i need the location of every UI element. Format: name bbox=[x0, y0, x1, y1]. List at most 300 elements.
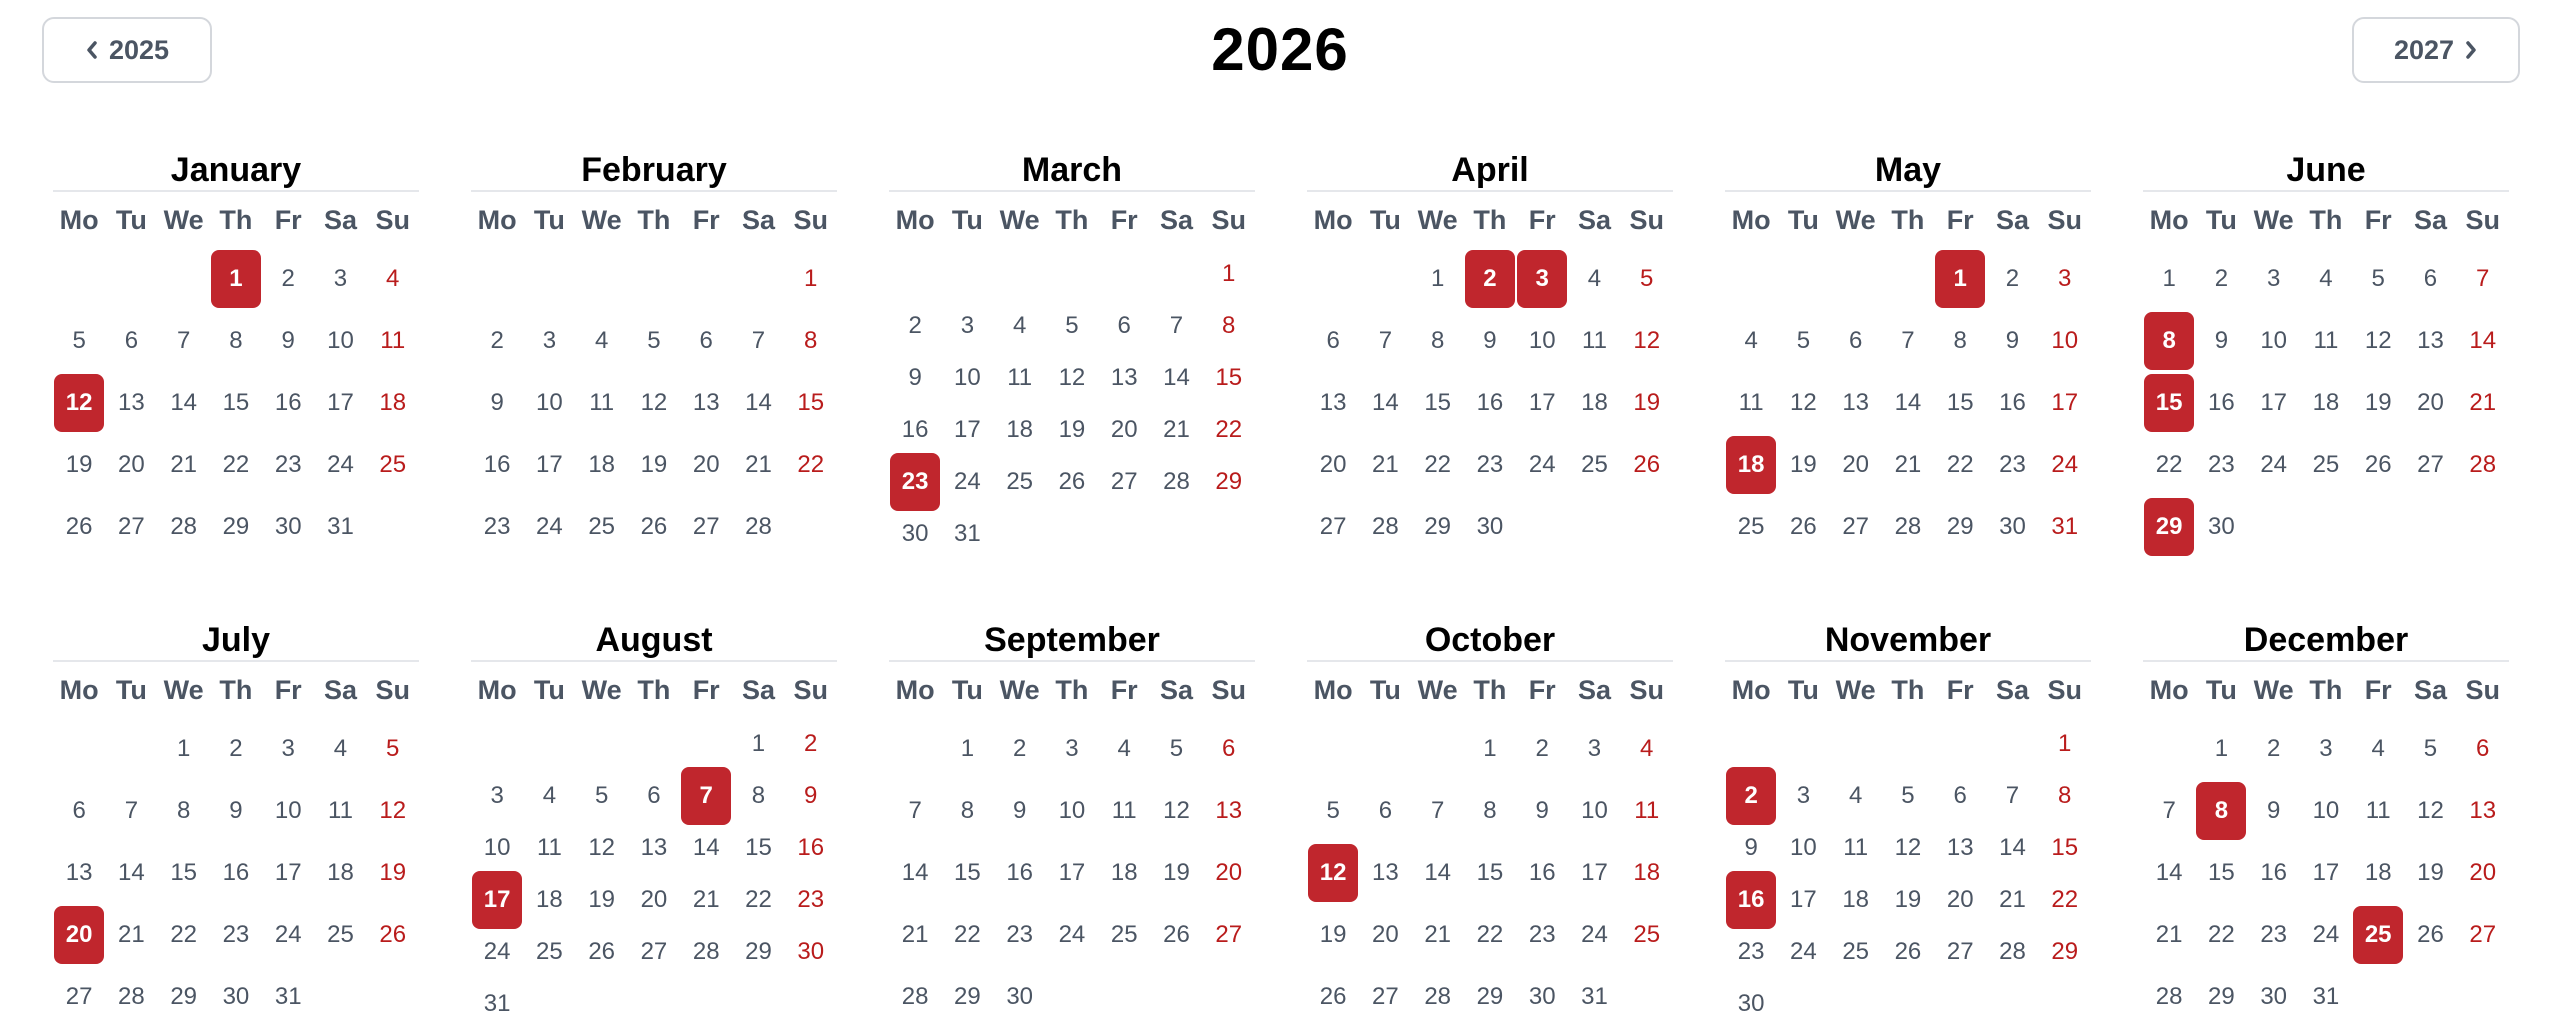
day-cell[interactable] bbox=[785, 874, 837, 926]
day-cell[interactable] bbox=[2195, 372, 2247, 434]
day-cell[interactable] bbox=[2143, 780, 2195, 842]
day-cell[interactable] bbox=[262, 496, 314, 558]
day-cell[interactable] bbox=[1830, 434, 1882, 496]
day-cell[interactable] bbox=[2457, 842, 2509, 904]
day-cell[interactable] bbox=[314, 718, 366, 780]
day-cell[interactable] bbox=[732, 822, 784, 874]
day-cell[interactable] bbox=[628, 434, 680, 496]
day-cell[interactable] bbox=[53, 434, 105, 496]
day-cell[interactable] bbox=[576, 310, 628, 372]
day-cell[interactable] bbox=[1725, 496, 1777, 558]
day-cell[interactable] bbox=[1568, 718, 1620, 780]
day-cell[interactable] bbox=[2404, 780, 2456, 842]
day-cell[interactable] bbox=[889, 966, 941, 1013]
day-cell[interactable] bbox=[1098, 300, 1150, 352]
day-cell[interactable] bbox=[1203, 352, 1255, 404]
day-cell[interactable] bbox=[1203, 718, 1255, 780]
day-cell[interactable] bbox=[2248, 842, 2300, 904]
day-cell[interactable] bbox=[2143, 434, 2195, 496]
day-cell[interactable] bbox=[941, 456, 993, 508]
day-cell[interactable] bbox=[2248, 718, 2300, 780]
day-cell[interactable] bbox=[785, 248, 837, 310]
day-cell[interactable] bbox=[2300, 372, 2352, 434]
day-cell[interactable] bbox=[1464, 842, 1516, 904]
day-cell[interactable] bbox=[367, 718, 419, 780]
day-cell[interactable] bbox=[2248, 372, 2300, 434]
day-cell[interactable] bbox=[1046, 404, 1098, 456]
highlighted-day-cell[interactable] bbox=[1725, 874, 1777, 926]
day-cell[interactable] bbox=[158, 718, 210, 780]
day-cell[interactable] bbox=[628, 874, 680, 926]
day-cell[interactable] bbox=[2404, 842, 2456, 904]
day-cell[interactable] bbox=[1464, 966, 1516, 1013]
day-cell[interactable] bbox=[262, 966, 314, 1013]
day-cell[interactable] bbox=[471, 978, 523, 1013]
day-cell[interactable] bbox=[1882, 372, 1934, 434]
day-cell[interactable] bbox=[1464, 372, 1516, 434]
day-cell[interactable] bbox=[1934, 310, 1986, 372]
day-cell[interactable] bbox=[1464, 434, 1516, 496]
day-cell[interactable] bbox=[2457, 434, 2509, 496]
day-cell[interactable] bbox=[471, 372, 523, 434]
day-cell[interactable] bbox=[1777, 310, 1829, 372]
day-cell[interactable] bbox=[994, 404, 1046, 456]
day-cell[interactable] bbox=[158, 372, 210, 434]
day-cell[interactable] bbox=[53, 310, 105, 372]
day-cell[interactable] bbox=[1464, 718, 1516, 780]
day-cell[interactable] bbox=[1412, 248, 1464, 310]
day-cell[interactable] bbox=[1412, 966, 1464, 1013]
day-cell[interactable] bbox=[941, 508, 993, 560]
day-cell[interactable] bbox=[1359, 780, 1411, 842]
day-cell[interactable] bbox=[889, 352, 941, 404]
day-cell[interactable] bbox=[2457, 904, 2509, 966]
day-cell[interactable] bbox=[2143, 904, 2195, 966]
day-cell[interactable] bbox=[1046, 300, 1098, 352]
day-cell[interactable] bbox=[680, 822, 732, 874]
day-cell[interactable] bbox=[1986, 822, 2038, 874]
day-cell[interactable] bbox=[2039, 822, 2091, 874]
day-cell[interactable] bbox=[262, 248, 314, 310]
day-cell[interactable] bbox=[367, 434, 419, 496]
highlighted-day-cell[interactable] bbox=[1725, 434, 1777, 496]
day-cell[interactable] bbox=[210, 310, 262, 372]
day-cell[interactable] bbox=[576, 372, 628, 434]
day-cell[interactable] bbox=[1777, 926, 1829, 978]
day-cell[interactable] bbox=[314, 372, 366, 434]
day-cell[interactable] bbox=[2143, 842, 2195, 904]
day-cell[interactable] bbox=[158, 496, 210, 558]
day-cell[interactable] bbox=[53, 496, 105, 558]
day-cell[interactable] bbox=[2404, 718, 2456, 780]
day-cell[interactable] bbox=[1830, 770, 1882, 822]
day-cell[interactable] bbox=[1777, 770, 1829, 822]
day-cell[interactable] bbox=[2039, 248, 2091, 310]
day-cell[interactable] bbox=[628, 926, 680, 978]
day-cell[interactable] bbox=[1046, 352, 1098, 404]
day-cell[interactable] bbox=[680, 496, 732, 558]
day-cell[interactable] bbox=[1516, 966, 1568, 1013]
day-cell[interactable] bbox=[2352, 310, 2404, 372]
day-cell[interactable] bbox=[732, 310, 784, 372]
day-cell[interactable] bbox=[1203, 780, 1255, 842]
day-cell[interactable] bbox=[2195, 966, 2247, 1013]
day-cell[interactable] bbox=[994, 352, 1046, 404]
day-cell[interactable] bbox=[523, 770, 575, 822]
day-cell[interactable] bbox=[1150, 456, 1202, 508]
day-cell[interactable] bbox=[1568, 780, 1620, 842]
day-cell[interactable] bbox=[1516, 904, 1568, 966]
day-cell[interactable] bbox=[210, 434, 262, 496]
day-cell[interactable] bbox=[1986, 434, 2038, 496]
day-cell[interactable] bbox=[1046, 718, 1098, 780]
day-cell[interactable] bbox=[1830, 310, 1882, 372]
day-cell[interactable] bbox=[732, 770, 784, 822]
day-cell[interactable] bbox=[1359, 966, 1411, 1013]
day-cell[interactable] bbox=[210, 372, 262, 434]
day-cell[interactable] bbox=[2195, 434, 2247, 496]
day-cell[interactable] bbox=[2300, 434, 2352, 496]
day-cell[interactable] bbox=[680, 874, 732, 926]
highlighted-day-cell[interactable] bbox=[1725, 770, 1777, 822]
day-cell[interactable] bbox=[158, 780, 210, 842]
day-cell[interactable] bbox=[210, 718, 262, 780]
day-cell[interactable] bbox=[1307, 904, 1359, 966]
day-cell[interactable] bbox=[1882, 310, 1934, 372]
day-cell[interactable] bbox=[1203, 456, 1255, 508]
day-cell[interactable] bbox=[158, 310, 210, 372]
day-cell[interactable] bbox=[1359, 842, 1411, 904]
highlighted-day-cell[interactable] bbox=[1516, 248, 1568, 310]
day-cell[interactable] bbox=[732, 434, 784, 496]
day-cell[interactable] bbox=[1621, 904, 1673, 966]
day-cell[interactable] bbox=[1516, 718, 1568, 780]
day-cell[interactable] bbox=[1830, 372, 1882, 434]
day-cell[interactable] bbox=[628, 770, 680, 822]
day-cell[interactable] bbox=[1934, 770, 1986, 822]
day-cell[interactable] bbox=[2039, 496, 2091, 558]
day-cell[interactable] bbox=[1830, 926, 1882, 978]
day-cell[interactable] bbox=[994, 456, 1046, 508]
day-cell[interactable] bbox=[2404, 248, 2456, 310]
day-cell[interactable] bbox=[1412, 372, 1464, 434]
day-cell[interactable] bbox=[1203, 248, 1255, 300]
day-cell[interactable] bbox=[1150, 904, 1202, 966]
day-cell[interactable] bbox=[994, 966, 1046, 1013]
day-cell[interactable] bbox=[367, 842, 419, 904]
day-cell[interactable] bbox=[1621, 780, 1673, 842]
day-cell[interactable] bbox=[2195, 904, 2247, 966]
day-cell[interactable] bbox=[1307, 780, 1359, 842]
day-cell[interactable] bbox=[210, 496, 262, 558]
day-cell[interactable] bbox=[1307, 434, 1359, 496]
day-cell[interactable] bbox=[1621, 372, 1673, 434]
day-cell[interactable] bbox=[471, 434, 523, 496]
day-cell[interactable] bbox=[471, 926, 523, 978]
day-cell[interactable] bbox=[1516, 434, 1568, 496]
day-cell[interactable] bbox=[1359, 904, 1411, 966]
day-cell[interactable] bbox=[1307, 372, 1359, 434]
day-cell[interactable] bbox=[367, 904, 419, 966]
day-cell[interactable] bbox=[2404, 372, 2456, 434]
day-cell[interactable] bbox=[1830, 822, 1882, 874]
day-cell[interactable] bbox=[1098, 718, 1150, 780]
day-cell[interactable] bbox=[2039, 926, 2091, 978]
day-cell[interactable] bbox=[367, 310, 419, 372]
highlighted-day-cell[interactable] bbox=[471, 874, 523, 926]
day-cell[interactable] bbox=[1934, 434, 1986, 496]
day-cell[interactable] bbox=[1516, 780, 1568, 842]
day-cell[interactable] bbox=[889, 904, 941, 966]
day-cell[interactable] bbox=[523, 926, 575, 978]
day-cell[interactable] bbox=[576, 926, 628, 978]
day-cell[interactable] bbox=[1203, 842, 1255, 904]
day-cell[interactable] bbox=[576, 434, 628, 496]
day-cell[interactable] bbox=[1725, 926, 1777, 978]
highlighted-day-cell[interactable] bbox=[210, 248, 262, 310]
day-cell[interactable] bbox=[262, 372, 314, 434]
day-cell[interactable] bbox=[2457, 372, 2509, 434]
day-cell[interactable] bbox=[314, 496, 366, 558]
day-cell[interactable] bbox=[158, 434, 210, 496]
day-cell[interactable] bbox=[105, 496, 157, 558]
day-cell[interactable] bbox=[1882, 874, 1934, 926]
day-cell[interactable] bbox=[158, 966, 210, 1013]
day-cell[interactable] bbox=[1098, 842, 1150, 904]
day-cell[interactable] bbox=[1777, 372, 1829, 434]
day-cell[interactable] bbox=[2248, 310, 2300, 372]
day-cell[interactable] bbox=[2352, 780, 2404, 842]
day-cell[interactable] bbox=[1882, 822, 1934, 874]
day-cell[interactable] bbox=[628, 372, 680, 434]
day-cell[interactable] bbox=[1986, 372, 2038, 434]
day-cell[interactable] bbox=[941, 904, 993, 966]
day-cell[interactable] bbox=[1568, 966, 1620, 1013]
day-cell[interactable] bbox=[2352, 718, 2404, 780]
day-cell[interactable] bbox=[1359, 372, 1411, 434]
day-cell[interactable] bbox=[471, 822, 523, 874]
day-cell[interactable] bbox=[1986, 770, 2038, 822]
day-cell[interactable] bbox=[1568, 372, 1620, 434]
day-cell[interactable] bbox=[1830, 496, 1882, 558]
day-cell[interactable] bbox=[2039, 770, 2091, 822]
day-cell[interactable] bbox=[1621, 434, 1673, 496]
day-cell[interactable] bbox=[1777, 434, 1829, 496]
day-cell[interactable] bbox=[1777, 822, 1829, 874]
highlighted-day-cell[interactable] bbox=[680, 770, 732, 822]
day-cell[interactable] bbox=[2300, 718, 2352, 780]
day-cell[interactable] bbox=[2143, 248, 2195, 310]
day-cell[interactable] bbox=[889, 780, 941, 842]
day-cell[interactable] bbox=[628, 496, 680, 558]
day-cell[interactable] bbox=[1359, 310, 1411, 372]
day-cell[interactable] bbox=[471, 310, 523, 372]
day-cell[interactable] bbox=[2300, 904, 2352, 966]
day-cell[interactable] bbox=[2195, 496, 2247, 558]
day-cell[interactable] bbox=[2352, 842, 2404, 904]
day-cell[interactable] bbox=[210, 842, 262, 904]
day-cell[interactable] bbox=[471, 496, 523, 558]
day-cell[interactable] bbox=[2404, 310, 2456, 372]
day-cell[interactable] bbox=[2039, 310, 2091, 372]
day-cell[interactable] bbox=[1203, 404, 1255, 456]
highlighted-day-cell[interactable] bbox=[1464, 248, 1516, 310]
day-cell[interactable] bbox=[628, 310, 680, 372]
day-cell[interactable] bbox=[1934, 372, 1986, 434]
day-cell[interactable] bbox=[732, 874, 784, 926]
day-cell[interactable] bbox=[1725, 310, 1777, 372]
day-cell[interactable] bbox=[105, 966, 157, 1013]
day-cell[interactable] bbox=[1150, 352, 1202, 404]
day-cell[interactable] bbox=[994, 718, 1046, 780]
day-cell[interactable] bbox=[158, 842, 210, 904]
highlighted-day-cell[interactable] bbox=[2143, 372, 2195, 434]
day-cell[interactable] bbox=[2195, 248, 2247, 310]
day-cell[interactable] bbox=[1986, 496, 2038, 558]
day-cell[interactable] bbox=[523, 874, 575, 926]
day-cell[interactable] bbox=[1516, 372, 1568, 434]
day-cell[interactable] bbox=[1568, 904, 1620, 966]
day-cell[interactable] bbox=[785, 434, 837, 496]
highlighted-day-cell[interactable] bbox=[2352, 904, 2404, 966]
day-cell[interactable] bbox=[785, 718, 837, 770]
day-cell[interactable] bbox=[2300, 780, 2352, 842]
day-cell[interactable] bbox=[262, 434, 314, 496]
day-cell[interactable] bbox=[941, 300, 993, 352]
day-cell[interactable] bbox=[1046, 780, 1098, 842]
day-cell[interactable] bbox=[680, 372, 732, 434]
day-cell[interactable] bbox=[1046, 842, 1098, 904]
day-cell[interactable] bbox=[941, 842, 993, 904]
day-cell[interactable] bbox=[889, 300, 941, 352]
day-cell[interactable] bbox=[941, 966, 993, 1013]
day-cell[interactable] bbox=[1934, 874, 1986, 926]
day-cell[interactable] bbox=[785, 310, 837, 372]
day-cell[interactable] bbox=[889, 404, 941, 456]
day-cell[interactable] bbox=[1882, 496, 1934, 558]
day-cell[interactable] bbox=[523, 822, 575, 874]
day-cell[interactable] bbox=[994, 904, 1046, 966]
day-cell[interactable] bbox=[523, 310, 575, 372]
day-cell[interactable] bbox=[1150, 718, 1202, 780]
day-cell[interactable] bbox=[2039, 434, 2091, 496]
day-cell[interactable] bbox=[1203, 300, 1255, 352]
day-cell[interactable] bbox=[1621, 842, 1673, 904]
day-cell[interactable] bbox=[523, 434, 575, 496]
day-cell[interactable] bbox=[2195, 842, 2247, 904]
highlighted-day-cell[interactable] bbox=[1307, 842, 1359, 904]
day-cell[interactable] bbox=[2039, 372, 2091, 434]
day-cell[interactable] bbox=[1046, 904, 1098, 966]
day-cell[interactable] bbox=[1307, 966, 1359, 1013]
day-cell[interactable] bbox=[105, 310, 157, 372]
day-cell[interactable] bbox=[1568, 310, 1620, 372]
day-cell[interactable] bbox=[994, 842, 1046, 904]
day-cell[interactable] bbox=[994, 780, 1046, 842]
day-cell[interactable] bbox=[1986, 310, 2038, 372]
day-cell[interactable] bbox=[2039, 874, 2091, 926]
day-cell[interactable] bbox=[2352, 372, 2404, 434]
day-cell[interactable] bbox=[994, 300, 1046, 352]
day-cell[interactable] bbox=[1986, 248, 2038, 310]
day-cell[interactable] bbox=[941, 780, 993, 842]
day-cell[interactable] bbox=[576, 874, 628, 926]
day-cell[interactable] bbox=[2457, 248, 2509, 310]
day-cell[interactable] bbox=[262, 780, 314, 842]
day-cell[interactable] bbox=[314, 248, 366, 310]
day-cell[interactable] bbox=[1934, 822, 1986, 874]
day-cell[interactable] bbox=[1098, 404, 1150, 456]
day-cell[interactable] bbox=[1777, 496, 1829, 558]
day-cell[interactable] bbox=[1882, 434, 1934, 496]
day-cell[interactable] bbox=[1725, 978, 1777, 1013]
day-cell[interactable] bbox=[2248, 780, 2300, 842]
day-cell[interactable] bbox=[680, 434, 732, 496]
day-cell[interactable] bbox=[1359, 434, 1411, 496]
highlighted-day-cell[interactable] bbox=[889, 456, 941, 508]
day-cell[interactable] bbox=[1621, 718, 1673, 780]
day-cell[interactable] bbox=[1568, 842, 1620, 904]
day-cell[interactable] bbox=[1464, 904, 1516, 966]
day-cell[interactable] bbox=[576, 770, 628, 822]
day-cell[interactable] bbox=[2457, 780, 2509, 842]
day-cell[interactable] bbox=[1412, 434, 1464, 496]
highlighted-day-cell[interactable] bbox=[2143, 310, 2195, 372]
day-cell[interactable] bbox=[314, 842, 366, 904]
day-cell[interactable] bbox=[2404, 434, 2456, 496]
day-cell[interactable] bbox=[2039, 718, 2091, 770]
day-cell[interactable] bbox=[941, 404, 993, 456]
day-cell[interactable] bbox=[785, 372, 837, 434]
day-cell[interactable] bbox=[2300, 310, 2352, 372]
day-cell[interactable] bbox=[1986, 874, 2038, 926]
day-cell[interactable] bbox=[1307, 496, 1359, 558]
day-cell[interactable] bbox=[1516, 842, 1568, 904]
day-cell[interactable] bbox=[1621, 310, 1673, 372]
day-cell[interactable] bbox=[680, 310, 732, 372]
day-cell[interactable] bbox=[1830, 874, 1882, 926]
day-cell[interactable] bbox=[314, 780, 366, 842]
day-cell[interactable] bbox=[1412, 310, 1464, 372]
day-cell[interactable] bbox=[523, 496, 575, 558]
day-cell[interactable] bbox=[105, 904, 157, 966]
day-cell[interactable] bbox=[105, 780, 157, 842]
day-cell[interactable] bbox=[262, 904, 314, 966]
day-cell[interactable] bbox=[1150, 300, 1202, 352]
day-cell[interactable] bbox=[889, 508, 941, 560]
day-cell[interactable] bbox=[2143, 966, 2195, 1013]
day-cell[interactable] bbox=[1150, 780, 1202, 842]
day-cell[interactable] bbox=[1621, 248, 1673, 310]
day-cell[interactable] bbox=[1359, 496, 1411, 558]
day-cell[interactable] bbox=[576, 496, 628, 558]
day-cell[interactable] bbox=[2248, 434, 2300, 496]
day-cell[interactable] bbox=[262, 842, 314, 904]
day-cell[interactable] bbox=[523, 372, 575, 434]
day-cell[interactable] bbox=[785, 770, 837, 822]
day-cell[interactable] bbox=[1098, 780, 1150, 842]
day-cell[interactable] bbox=[367, 780, 419, 842]
day-cell[interactable] bbox=[680, 926, 732, 978]
day-cell[interactable] bbox=[262, 310, 314, 372]
day-cell[interactable] bbox=[1882, 770, 1934, 822]
day-cell[interactable] bbox=[732, 372, 784, 434]
day-cell[interactable] bbox=[2352, 248, 2404, 310]
day-cell[interactable] bbox=[2248, 248, 2300, 310]
day-cell[interactable] bbox=[732, 926, 784, 978]
day-cell[interactable] bbox=[1046, 456, 1098, 508]
day-cell[interactable] bbox=[1098, 456, 1150, 508]
